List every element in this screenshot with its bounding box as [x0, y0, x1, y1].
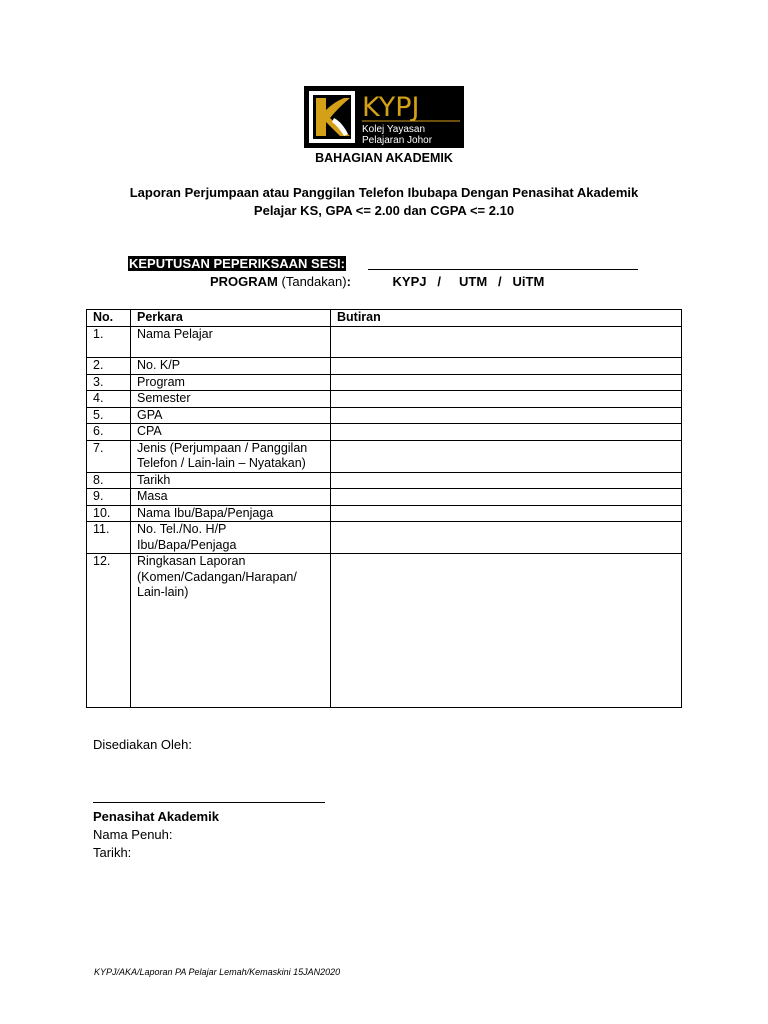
row-detail-cell[interactable]	[331, 391, 682, 408]
table-row	[87, 407, 682, 424]
program-option-utm[interactable]: UTM	[459, 274, 488, 289]
row-detail-cell[interactable]	[331, 374, 682, 391]
table-row	[87, 440, 682, 472]
row-no: 1.	[87, 327, 131, 358]
department-heading: BAHAGIAN AKADEMIK	[315, 151, 453, 165]
report-title-line-1: Laporan Perjumpaan atau Panggilan Telefon Ibubapa Dengan Penasihat Akademik	[129, 185, 639, 200]
session-fill-line[interactable]	[368, 269, 638, 270]
row-detail-cell[interactable]	[331, 489, 682, 506]
program-option-uitm[interactable]: UiTM	[512, 274, 545, 289]
row-no: 10.	[87, 505, 131, 522]
row-detail-cell[interactable]	[331, 554, 682, 708]
row-no: 11.	[87, 522, 131, 554]
kypj-logo	[304, 86, 464, 148]
table-row	[87, 424, 682, 441]
program-label: PROGRAM	[210, 274, 278, 289]
row-item: Nama Ibu/Bapa/Penjaga	[131, 505, 331, 522]
report-form-table	[86, 309, 682, 708]
row-item: CPA	[131, 424, 331, 441]
row-item: Masa	[131, 489, 331, 506]
header-no: No.	[87, 310, 131, 327]
program-selection	[210, 274, 544, 289]
advisor-date-label: Tarikh:	[93, 845, 132, 860]
row-item: Jenis (Perjumpaan / Panggilan Telefon / Lain-lain – Nyatakan)	[131, 440, 331, 472]
program-separator: /	[498, 274, 502, 289]
table-row	[87, 472, 682, 489]
row-item: Ringkasan Laporan (Komen/Cadangan/Harapan/ Lain-lain)	[131, 554, 331, 708]
row-no: 4.	[87, 391, 131, 408]
row-item: Nama Pelajar	[131, 327, 331, 358]
row-no: 7.	[87, 440, 131, 472]
logo-brand: KYPJ	[362, 92, 420, 123]
program-colon: :	[346, 274, 351, 289]
table-row	[87, 505, 682, 522]
row-detail-cell[interactable]	[331, 522, 682, 554]
row-detail-cell[interactable]	[331, 358, 682, 375]
header-detail: Butiran	[331, 310, 682, 327]
row-no: 6.	[87, 424, 131, 441]
table-row	[87, 554, 682, 708]
kypj-logo-graphic	[304, 86, 464, 148]
header-item: Perkara	[131, 310, 331, 327]
row-detail-cell[interactable]	[331, 440, 682, 472]
advisor-block	[93, 808, 219, 862]
row-no: 5.	[87, 407, 131, 424]
table-row	[87, 391, 682, 408]
report-title	[0, 184, 768, 220]
row-item: GPA	[131, 407, 331, 424]
row-item: Program	[131, 374, 331, 391]
row-no: 3.	[87, 374, 131, 391]
row-detail-cell[interactable]	[331, 407, 682, 424]
row-no: 2.	[87, 358, 131, 375]
row-no: 9.	[87, 489, 131, 506]
row-item: Semester	[131, 391, 331, 408]
session-field	[128, 256, 346, 271]
document-code: KYPJ/AKA/Laporan PA Pelajar Lemah/Kemaskini 15JAN2020	[94, 967, 341, 977]
program-hint: (Tandakan)	[281, 274, 347, 289]
logo-line-2: Pelajaran Johor	[362, 135, 433, 146]
row-item: Tarikh	[131, 472, 331, 489]
table-row	[87, 522, 682, 554]
table-header-row	[87, 310, 682, 327]
row-detail-cell[interactable]	[331, 327, 682, 358]
table-row	[87, 358, 682, 375]
session-label: KEPUTUSAN PEPERIKSAAN SESI:	[129, 256, 345, 271]
row-no: 12.	[87, 554, 131, 708]
table-row	[87, 327, 682, 358]
program-option-kypj[interactable]: KYPJ	[392, 274, 427, 289]
signature-line[interactable]	[93, 802, 325, 803]
row-no: 8.	[87, 472, 131, 489]
program-separator: /	[437, 274, 441, 289]
logo-line-1: Kolej Yayasan	[362, 124, 426, 135]
table-row	[87, 489, 682, 506]
prepared-by-label: Disediakan Oleh:	[93, 737, 192, 752]
row-detail-cell[interactable]	[331, 505, 682, 522]
table-row	[87, 374, 682, 391]
row-detail-cell[interactable]	[331, 424, 682, 441]
row-item: No. Tel./No. H/P Ibu/Bapa/Penjaga	[131, 522, 331, 554]
row-detail-cell[interactable]	[331, 472, 682, 489]
advisor-full-name-label: Nama Penuh:	[93, 827, 173, 842]
report-title-line-2: Pelajar KS, GPA <= 2.00 dan CGPA <= 2.10	[253, 203, 515, 218]
advisor-title: Penasihat Akademik	[93, 809, 219, 824]
row-item: No. K/P	[131, 358, 331, 375]
